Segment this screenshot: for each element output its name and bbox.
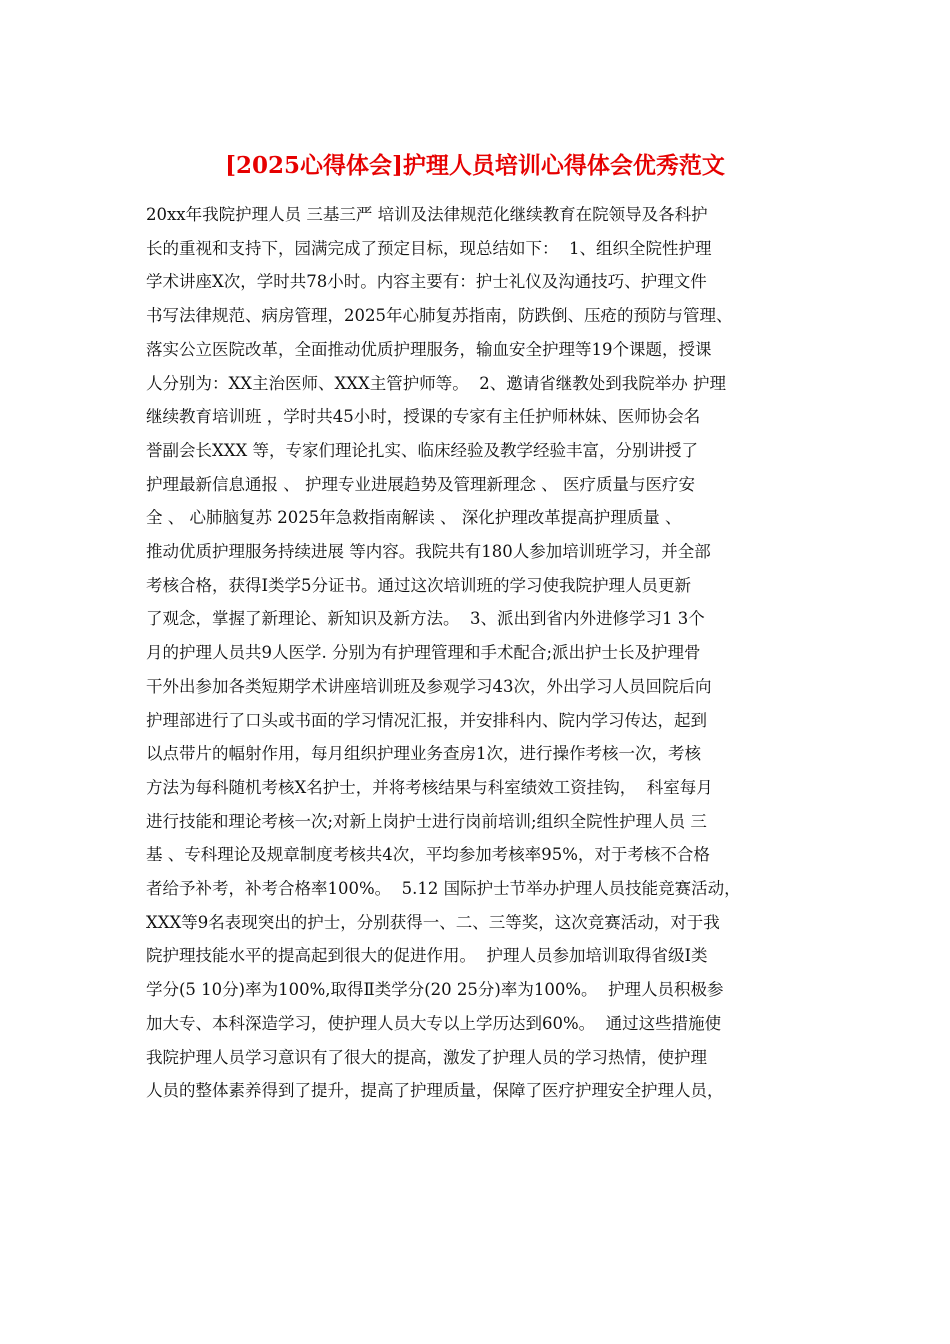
body-text-line: 全 、 心肺脑复苏 2025年急救指南解读 、 深化护理改革提高护理质量 、 [146, 508, 682, 528]
body-text-line: 干外出参加各类短期学术讲座培训班及参观学习43次，外出学习人员回院后向 [146, 676, 712, 696]
body-text-line: 护理最新信息通报 、 护理专业进展趋势及管理新理念 、 医疗质量与医疗安 [146, 474, 695, 494]
body-text-line: 长的重视和支持下，园满完成了预定目标，现总结如下： 1、组织全院性护理 [146, 238, 712, 258]
body-text-line: 继续教育培训班 ，学时共45小时，授课的专家有主任护师林妹、医师协会名 [146, 407, 701, 427]
body-text-line: 誉副会长XXX 等，专家们理论扎实、临床经验及教学经验丰富，分别讲授了 [146, 440, 698, 460]
body-text-line: 以点带片的幅射作用，每月组织护理业务查房1次，进行操作考核一次，考核 [146, 744, 701, 764]
body-text-line: 我院护理人员学习意识有了很大的提高，激发了护理人员的学习热情，使护理 [146, 1047, 707, 1067]
body-text-line: 学分(5 10分)率为100%,取得Ⅱ类学分(20 25分)率为100%。 护理人员积极参 [146, 980, 724, 1000]
body-text-line: 者给予补考，补考合格率100%。 5.12 国际护士节举办护理人员技能竞赛活动， [146, 879, 741, 898]
body-text-line: 推动优质护理服务持续进展 等内容。我院共有180人参加培训班学习，并全部 [146, 542, 711, 561]
body-text-line: 方法为每科随机考核X名护士，并将考核结果与科室绩效工资挂钩， 科室每月 [146, 777, 713, 797]
body-text-line: 加大专、本科深造学习，使护理人员大专以上学历达到60%。 通过这些措施使 [146, 1013, 722, 1033]
body-text-line: 了观念，掌握了新理论、新知识及新方法。 3、派出到省内外进修学习1 3个 [146, 609, 705, 629]
body-text-line: 月的护理人员共9人医学. 分别为有护理管理和手术配合;派出护士长及护理骨 [146, 643, 701, 663]
body-text-line: 学术讲座X次，学时共78小时。内容主要有：护士礼仪及沟通技巧、护理文件 [146, 272, 707, 292]
body-text-line: 考核合格，获得Ⅰ类学5分证书。通过这次培训班的学习使我院护理人员更新 [146, 575, 692, 595]
body-text-line: 人员的整体素养得到了提升，提高了护理质量，保障了医疗护理安全护理人员， [146, 1081, 724, 1101]
body-text-line: 护理部进行了口头或书面的学习情况汇报，并安排科内、院内学习传达，起到 [146, 710, 707, 730]
document-title: [2025心得体会]护理人员培训心得体会优秀范文 [225, 152, 725, 179]
body-text-line: 落实公立医院改革，全面推动优质护理服务，输血安全护理等19个课题，授课 [146, 339, 712, 359]
body-text-line: 书写法律规范、病房管理，2025年心肺复苏指南，防跌倒、压疮的预防与管理、 [146, 306, 733, 326]
body-text-line: XXX等9名表现突出的护士，分别获得一、二、三等奖，这次竞赛活动，对于我 [146, 912, 720, 932]
body-text-line: 进行技能和理论考核一次;对新上岗护士进行岗前培训;组织全院性护理人员 三 [146, 811, 707, 831]
body-text-line: 院护理技能水平的提高起到很大的促进作用。 护理人员参加培训取得省级Ⅰ类 [146, 946, 708, 966]
body-text-line: 20xx年我院护理人员 三基三严 培训及法律规范化继续教育在院领导及各科护 [146, 205, 708, 224]
body-text-line: 人分别为：XX主治医师、XXX主管护师等。 2、邀请省继教处到我院举办 护理 [146, 373, 726, 393]
body-text-line: 基 、专科理论及规章制度考核共4次，平均参加考核率95%，对于考核不合格 [146, 845, 710, 865]
